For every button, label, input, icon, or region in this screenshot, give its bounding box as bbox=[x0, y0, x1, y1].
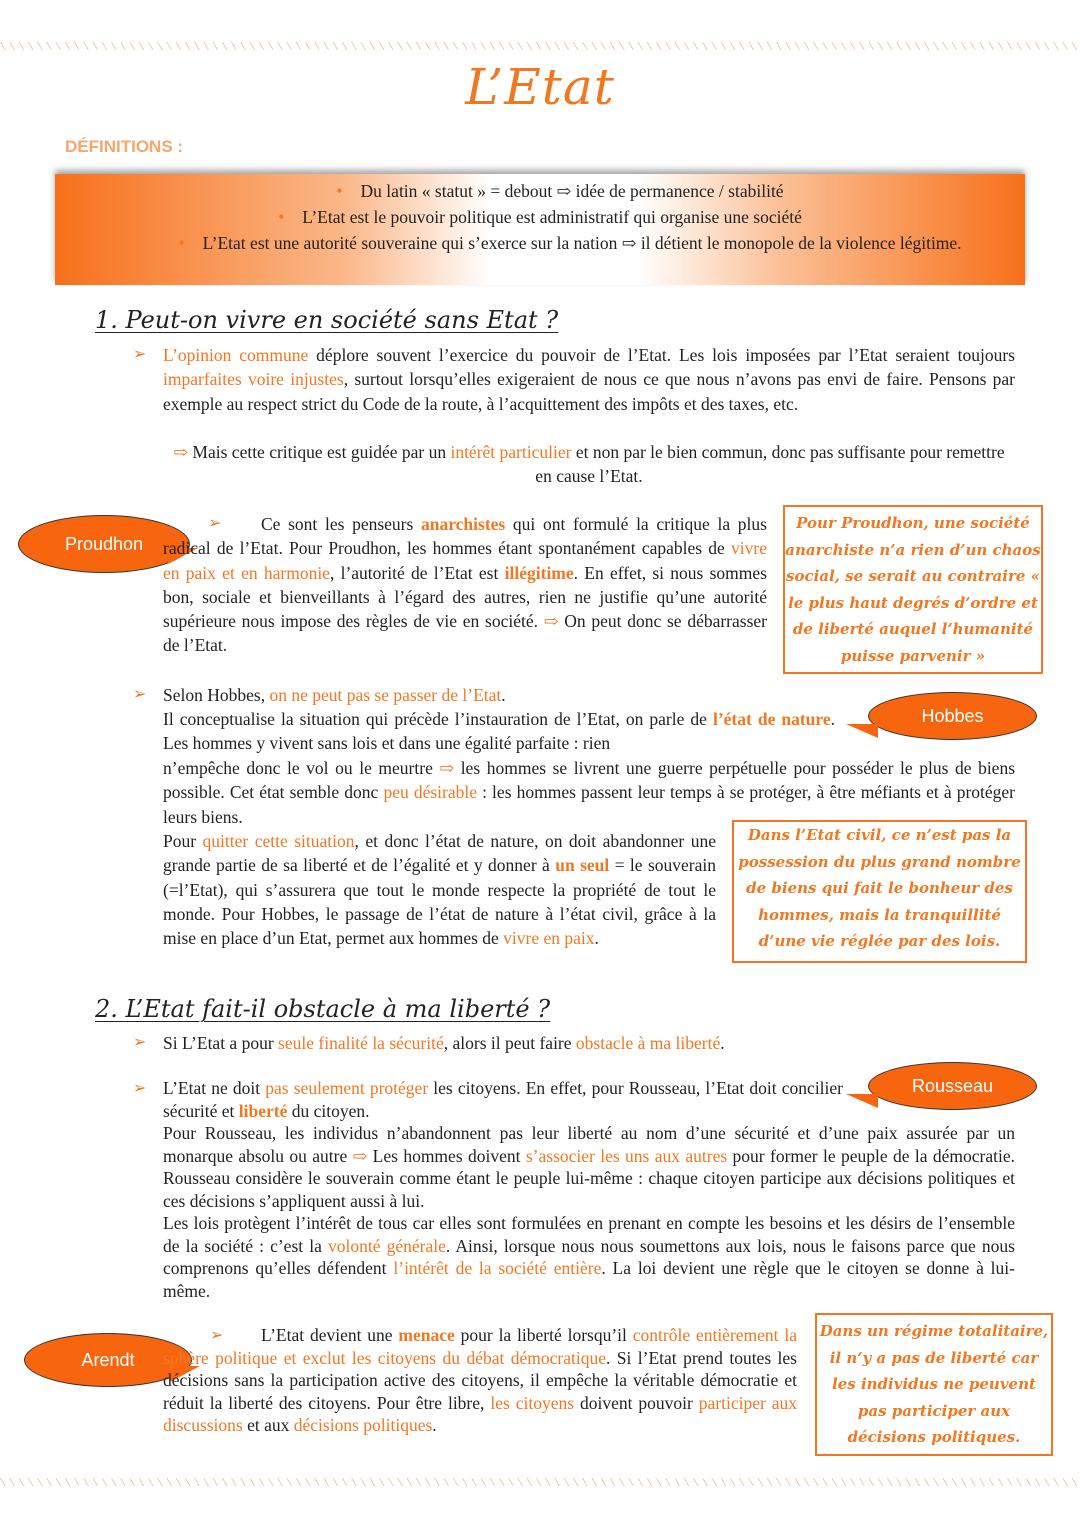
arrow-bullet-icon: ➢ bbox=[210, 1327, 224, 1344]
bubble-label: Hobbes bbox=[921, 705, 984, 726]
highlight-text: ⇨ bbox=[543, 611, 559, 632]
proudhon-paragraph bbox=[163, 512, 767, 658]
critique-paragraph bbox=[163, 440, 1015, 489]
highlight-text: volonté générale bbox=[328, 1235, 446, 1256]
rousseau-intro bbox=[163, 1077, 843, 1122]
body-text: , alors il peut faire bbox=[443, 1033, 576, 1053]
body-text: . La loi devient une règle que le citoyen se donne à lui-même. bbox=[163, 1258, 1015, 1301]
hobbes-speech-bubble bbox=[868, 692, 1037, 740]
body-text: Selon Hobbes, bbox=[163, 685, 270, 705]
bubble-label: Proudhon bbox=[64, 533, 144, 554]
body-text: = le souverain (=l’Etat), qui s’assurera que tout le monde respecte la propriété de tout le monde. Pour Hobbes, le passage de l’état de nature à l’état civil, grâce à la mise en place d’un Etat, permet aux hommes de bbox=[163, 855, 716, 949]
highlight-text: ⇨ bbox=[173, 442, 193, 462]
bubble-tail bbox=[846, 1094, 878, 1108]
arrow-bullet-icon: ➢ bbox=[133, 346, 147, 363]
body-text: On peut donc se débarrasser de l’Etat. bbox=[163, 611, 767, 656]
highlight-text: on ne peut pas se passer de l’Etat bbox=[269, 685, 502, 705]
body-text: Si L’Etat a pour bbox=[163, 1033, 279, 1053]
highlight-text: vivre en paix bbox=[503, 928, 595, 949]
proudhon-quote-box: Pour Proudhon, une société anarchiste n’a rien d’un chaos social, se serait au contraire « le plus haut degrés d’ordre et de liberté auquel l’humanité puisse parvenir » bbox=[783, 505, 1043, 674]
body-text: Pour Rousseau, les individus n’abandonnent pas leur liberté au nom d’une sécurité et d’une paix assurée par un monarque absolu ou autre bbox=[163, 1123, 1015, 1166]
highlight-text: contrôle entièrement la sphère politique et exclut les citoyens du débat démocratique bbox=[163, 1325, 798, 1368]
body-text: et aux bbox=[242, 1415, 294, 1435]
arendt-quote-box: Dans un régime totalitaire, il n’y a pas de liberté car les individus ne peuvent pas participer aux décisions politiques. bbox=[815, 1313, 1053, 1456]
highlight-text: décisions politiques bbox=[293, 1415, 433, 1435]
definition-item: • Du latin « statut » = debout ⇨ idée de permanence / stabilité bbox=[336, 181, 784, 201]
emphasis-bold-text: anarchistes bbox=[420, 514, 506, 534]
hobbes-nature-paragraph-cont bbox=[163, 756, 1015, 829]
body-text: L’Etat devient une bbox=[261, 1325, 399, 1345]
highlight-text: imparfaites voire injustes bbox=[163, 369, 344, 390]
bubble-label: Rousseau bbox=[911, 1075, 994, 1096]
bubble-label: Arendt bbox=[81, 1349, 135, 1370]
emphasis-bold-text: menace bbox=[398, 1325, 455, 1345]
body-text: , surtout lorsqu’elles exigeraient de nous ce que nous n’avons pas envi de faire. Pensons par exemple au respect strict du Code de la route, à l’acquittement des impôts et des taxes, etc. bbox=[163, 369, 1015, 414]
highlight-text: ⇨ bbox=[439, 758, 455, 778]
highlight-text: s’associer les uns aux autres bbox=[525, 1145, 728, 1166]
body-text: Les hommes doivent bbox=[367, 1145, 526, 1166]
body-text: . bbox=[501, 685, 506, 705]
bottom-border bbox=[0, 1478, 1080, 1486]
arrow-bullet-icon: ➢ bbox=[208, 515, 222, 532]
body-text: . En effet, si nous sommes bon, sociale et bienveillants à l’égard des autres, rien ne justifie qu’une autorité supérieure nous impose des règles de vie en société. bbox=[163, 562, 767, 632]
highlight-text: l’intérêt de la société entière bbox=[393, 1258, 602, 1278]
hobbes-civil-paragraph bbox=[163, 829, 716, 950]
body-text: . bbox=[432, 1415, 437, 1435]
hobbes-quote-box: Dans l’Etat civil, ce n’est pas la possession du plus grand nombre de biens qui fait le bonheur des hommes, mais la tranquillité d’une vie réglée par des lois. bbox=[732, 820, 1027, 963]
definition-text: L’Etat est une autorité souveraine qui s’exerce sur la nation ⇨ il détient le monopole de la violence légitime. bbox=[202, 233, 962, 253]
page-title: L’Etat bbox=[465, 58, 615, 116]
body-text: Il conceptualise la situation qui précède l’instauration de l’Etat, on parle de bbox=[163, 709, 713, 729]
definition-item: • L’Etat est une autorité souveraine qui s’exerce sur la nation ⇨ il détient le monopole de la violence légitime. bbox=[178, 233, 962, 253]
highlight-text: seule finalité la sécurité bbox=[278, 1033, 444, 1053]
body-text: les hommes se livrent une guerre perpétuelle pour posséder le plus de biens possible. Cet état semble donc bbox=[163, 758, 1016, 803]
rousseau-paragraph bbox=[163, 1122, 1015, 1212]
definition-text: Du latin « statut » = debout ⇨ idée de permanence / stabilité bbox=[360, 181, 784, 201]
highlight-text: ⇨ bbox=[352, 1145, 368, 1166]
body-text: . Si l’Etat prend toutes les décisions sans la participation active des citoyens, il empêche la véritable démocratie et réduit la liberté des citoyens. Pour être libre, bbox=[163, 1347, 797, 1413]
highlight-text: L’opinion commune bbox=[163, 345, 309, 365]
body-text: du citoyen. bbox=[287, 1100, 370, 1121]
body-text: . Les hommes y vivent sans lois et dans une égalité parfaite : rien bbox=[163, 709, 836, 754]
arendt-paragraph bbox=[163, 1324, 797, 1437]
body-text: n’empêche donc le vol ou le meurtre bbox=[163, 758, 440, 778]
rousseau-speech-bubble bbox=[868, 1062, 1037, 1110]
body-text: doivent pouvoir bbox=[574, 1392, 699, 1413]
top-border bbox=[0, 42, 1080, 50]
highlight-text: obstacle à ma liberté bbox=[575, 1033, 721, 1053]
body-text: Pour bbox=[163, 831, 203, 851]
highlight-text: participer aux discussions bbox=[163, 1392, 798, 1435]
body-text: L’Etat ne doit bbox=[163, 1078, 266, 1098]
body-text: qui ont formulé la critique la plus radical de l’Etat. Pour Proudhon, les hommes étant spontanément capables de bbox=[163, 514, 767, 559]
section-2-heading bbox=[95, 995, 550, 1023]
definition-item: • L’Etat est le pouvoir politique est administratif qui organise une société bbox=[278, 207, 802, 227]
emphasis-bold-text: l’état de nature bbox=[712, 709, 831, 729]
opinion-paragraph bbox=[163, 343, 1015, 416]
body-text: et non par le bien commun, donc pas suffisante pour remettre en cause l’Etat. bbox=[535, 442, 1005, 487]
body-text: déplore souvent l’exercice du pouvoir de l’Etat. Les lois imposées par l’Etat seraient toujours bbox=[308, 345, 1015, 365]
hobbes-intro bbox=[163, 683, 843, 707]
body-text: . bbox=[720, 1033, 725, 1053]
definitions-box bbox=[55, 174, 1025, 285]
emphasis-bold-text: un seul bbox=[555, 855, 610, 876]
body-text: Les lois protègent l’intérêt de tous car elles sont formulées en prenant en compte les besoins et les désirs de l’ensemble de la société : c’est la bbox=[163, 1213, 1015, 1256]
highlight-text: pas seulement protéger bbox=[265, 1078, 429, 1098]
highlight-text: intérêt particulier bbox=[450, 442, 572, 462]
body-text: : les hommes passent leur temps à se protéger, à être méfiants et à protéger leurs biens. bbox=[163, 782, 1016, 827]
arrow-bullet-icon: ➢ bbox=[133, 1034, 147, 1051]
body-text: , et donc l’état de nature, on doit abandonner une grande partie de sa liberté et de l’égalité et y donner à bbox=[163, 831, 717, 876]
highlight-text: vivre en paix et en harmonie bbox=[163, 538, 767, 583]
highlight-text: les citoyens bbox=[490, 1392, 575, 1413]
section-1-heading bbox=[95, 306, 558, 334]
body-text: Mais cette critique est guidée par un bbox=[192, 442, 451, 462]
emphasis-bold-text: illégitime bbox=[504, 562, 574, 583]
security-paragraph bbox=[163, 1031, 1015, 1055]
section-heading-text: 1. Peut-on vivre en société sans Etat ? bbox=[95, 306, 559, 334]
section-heading-text: 2. L’Etat fait-il obstacle à ma liberté ? bbox=[95, 995, 551, 1023]
highlight-text: peu désirable bbox=[383, 782, 477, 803]
body-text: les citoyens. En effet, pour Rousseau, l’Etat doit concilier sécurité et bbox=[163, 1078, 843, 1121]
bubble-tail bbox=[846, 724, 878, 738]
definition-text: L’Etat est le pouvoir politique est administratif qui organise une société bbox=[302, 207, 802, 227]
body-text: pour former le peuple de la démocratie. Rousseau considère le souverain comme étant le peuple lui-même : chaque citoyen participe aux décisions politiques et ces décisions s’appliquent aussi à lui. bbox=[163, 1145, 1016, 1211]
arrow-bullet-icon: ➢ bbox=[133, 686, 147, 703]
hobbes-nature-paragraph bbox=[163, 707, 835, 756]
body-text: , l’autorité de l’Etat est bbox=[329, 562, 505, 583]
definitions-label: DÉFINITIONS : bbox=[65, 137, 184, 156]
body-text: Ce sont les penseurs bbox=[261, 514, 421, 534]
body-text: pour la liberté lorsqu’il bbox=[454, 1325, 633, 1345]
arrow-bullet-icon: ➢ bbox=[133, 1080, 147, 1097]
rousseau-laws-paragraph bbox=[163, 1212, 1015, 1302]
body-text: . Ainsi, lorsque nous nous soumettons aux lois, nous le faisons parce que nous comprenons qu’elles défendent bbox=[163, 1235, 1015, 1278]
emphasis-bold-text: liberté bbox=[238, 1100, 288, 1121]
body-text: . bbox=[594, 928, 599, 949]
highlight-text: quitter cette situation bbox=[202, 831, 355, 851]
